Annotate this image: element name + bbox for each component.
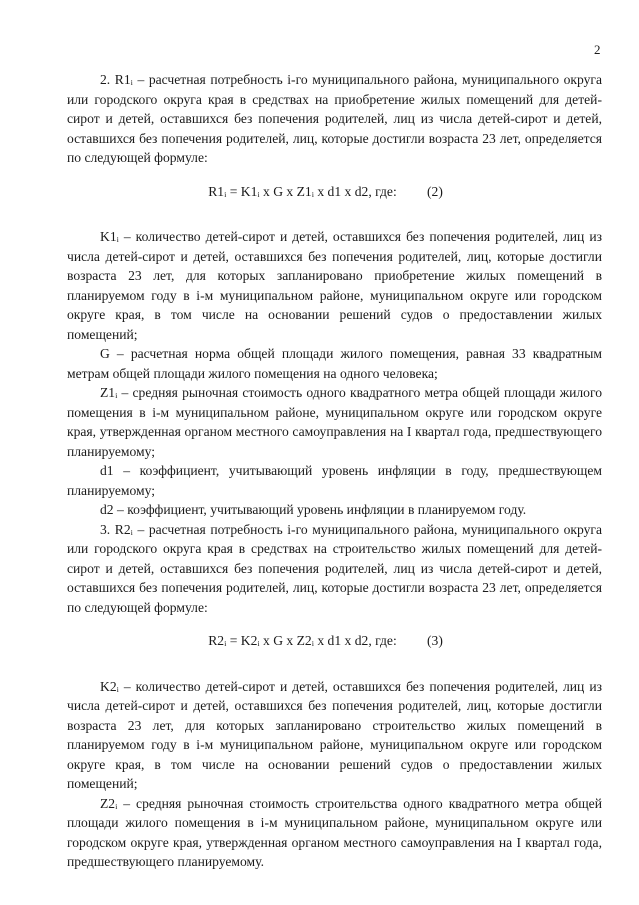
formula-r2 [67, 631, 602, 651]
paragraph-g-definition: G – расчетная норма общей площади жилого помещения, равная 33 квадратным метрам общей площади жилого помещения на одного человека; [67, 346, 602, 381]
formula-r1-number: (2) [427, 183, 443, 199]
formula-r2-expression: R2ᵢ = K2ᵢ x G x Z2ᵢ x d1 x d2, где: [208, 633, 397, 648]
paragraph-z2-definition: Z2ᵢ – средняя рыночная стоимость строительства одного квадратного метра общей площади жилого помещения в i-м муниципальном районе, муниципальном округе или городском округе края, утвержденная органом местного самоуправления на I квартал года, предшествующего планируемому. [67, 795, 602, 869]
paragraph-z1-definition: Z1ᵢ – средняя рыночная стоимость одного квадратного метра общей площади жилого помещения в i-м муниципальном районе, муниципальном округе или городском округе края, утвержденная органом местного самоуправления на I квартал года, предшествующего планируемому; [67, 385, 602, 459]
paragraph-d2-definition: d2 – коэффициент, учитывающий уровень инфляции в планируемом году. [100, 502, 527, 517]
paragraph-k1-definition: K1ᵢ – количество детей-сирот и детей, оставшихся без попечения родителей, лиц из числа детей-сирот и детей, оставшихся без попечения родителей, лиц, которые достигли возраста 23 лет, для которых запланировано приобретение жилых помещений в планируемом году в i-м муниципальном районе, муниципальном округе или городском округе края, в том числе на основании решений судов о предоставлении жилых помещений; [67, 229, 602, 342]
page-number: 2 [594, 42, 601, 57]
formula-r1 [67, 182, 602, 202]
paragraph-r2-definition: 3. R2ᵢ – расчетная потребность i-го муниципального района, муниципального округа или городского округа края в средствах на строительство жилых помещений для детей-сирот и детей, оставшихся без попечения родителей, лиц из числа детей-сирот и детей, оставшихся без попечения родителей, лиц, которые достигли возраста 23 лет, определяется по следующей формуле: [67, 521, 602, 615]
paragraph-r1-definition: 2. R1ᵢ – расчетная потребность i-го муниципального района, муниципального округа или городского округа края в средствах на приобретение жилых помещений для детей-сирот и детей, оставшихся без попечения родителей, лиц из числа детей-сирот и детей, оставшихся без попечения родителей, лиц, которые достигли возраста 23 лет, определяется по следующей формуле: [67, 72, 602, 165]
formula-r1-expression: R1ᵢ = K1ᵢ x G x Z1ᵢ x d1 x d2, где: [208, 183, 397, 199]
document-body [67, 70, 602, 872]
paragraph-k2-definition: K2ᵢ – количество детей-сирот и детей, оставшихся без попечения родителей, лиц из числа детей-сирот и детей, оставшихся без попечения родителей, лиц, которые достигли возраста 23 лет, для которых запланировано строительство жилых помещений в планируемом году в i-м муниципальном районе, муниципальном округе или городском округе края, в том числе на основании решений судов о предоставлении жилых помещений; [67, 678, 602, 791]
paragraph-d1-definition: d1 – коэффициент, учитывающий уровень инфляции в году, предшествующем планируемому; [67, 463, 602, 498]
formula-r2-number: (3) [427, 633, 443, 648]
